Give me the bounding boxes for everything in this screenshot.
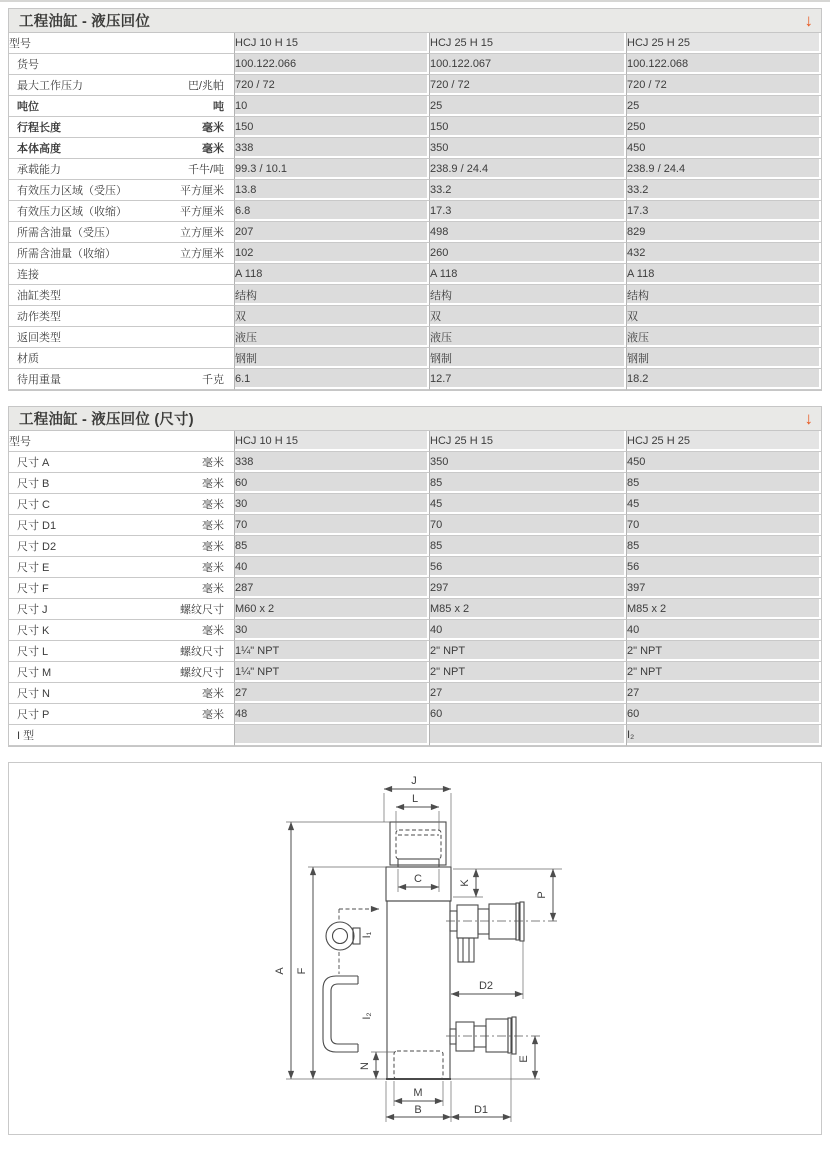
row-label-cell <box>9 117 234 138</box>
row-unit: 立方厘米 <box>180 248 224 260</box>
value-cell: M60 x 2 <box>234 599 429 620</box>
value-cell: 720 / 72 <box>626 75 821 96</box>
value-cell: 结构 <box>429 285 626 306</box>
model-name: HCJ 10 H 15 <box>234 431 429 452</box>
row-unit: 毫米 <box>202 541 224 553</box>
value-cell: 2" NPT <box>429 662 626 683</box>
row-label-cell <box>9 557 234 578</box>
value-cell: 10 <box>234 96 429 117</box>
model-name: HCJ 25 H 25 <box>626 33 821 54</box>
value-cell: 70 <box>626 515 821 536</box>
value-cell: 829 <box>626 222 821 243</box>
value-cell: 48 <box>234 704 429 725</box>
dimensions-title: 工程油缸 - 液压回位 (尺寸) <box>19 412 194 428</box>
dim-label-i1: I₁ <box>361 931 373 939</box>
row-label: 尺寸 L <box>17 646 49 658</box>
row-label-cell <box>9 201 234 222</box>
model-name: HCJ 25 H 15 <box>429 33 626 54</box>
row-label-cell <box>9 473 234 494</box>
value-cell: 338 <box>234 138 429 159</box>
row-label: 尺寸 F <box>17 583 49 595</box>
row-label: 尺寸 P <box>17 709 50 721</box>
value-cell <box>429 725 626 746</box>
value-cell: 260 <box>429 243 626 264</box>
value-cell: 70 <box>429 515 626 536</box>
row-label-cell <box>9 180 234 201</box>
value-cell: 12.7 <box>429 369 626 390</box>
row-label: 动作类型 <box>17 311 61 323</box>
value-cell: 25 <box>429 96 626 117</box>
value-cell: 85 <box>234 536 429 557</box>
value-cell: 102 <box>234 243 429 264</box>
row-label: 尺寸 E <box>17 562 50 574</box>
row-unit: 毫米 <box>202 583 224 595</box>
dim-label-p: P <box>536 891 548 899</box>
row-label: 所需含油量（受压） <box>17 227 116 239</box>
row-label-cell <box>9 578 234 599</box>
value-cell: 25 <box>626 96 821 117</box>
row-label: 材质 <box>17 353 39 365</box>
value-cell: 液压 <box>234 327 429 348</box>
value-cell: 85 <box>626 536 821 557</box>
value-cell: 450 <box>626 138 821 159</box>
table-row <box>9 54 821 75</box>
value-cell: 56 <box>429 557 626 578</box>
value-cell: 40 <box>234 557 429 578</box>
model-header-label: 型号 <box>9 431 234 452</box>
value-cell: 338 <box>234 452 429 473</box>
dim-label-d2: D2 <box>478 980 494 992</box>
model-name: HCJ 10 H 15 <box>234 33 429 54</box>
row-label: 有效压力区域（收缩） <box>17 206 127 218</box>
value-cell: 498 <box>429 222 626 243</box>
dim-label-d1: D1 <box>473 1104 489 1116</box>
value-cell: 双 <box>626 306 821 327</box>
row-label-cell <box>9 285 234 306</box>
table-row <box>9 452 821 473</box>
row-unit: 毫米 <box>202 709 224 721</box>
row-label-cell <box>9 704 234 725</box>
row-label-cell <box>9 96 234 117</box>
row-unit: 螺纹尺寸 <box>180 646 224 658</box>
row-unit: 巴/兆帕 <box>187 80 224 92</box>
value-cell: 70 <box>234 515 429 536</box>
value-cell: 2" NPT <box>626 662 821 683</box>
row-label: 尺寸 M <box>17 667 52 679</box>
row-label: 返回类型 <box>17 332 61 344</box>
row-unit: 毫米 <box>202 688 224 700</box>
row-label: 最大工作压力 <box>17 80 83 92</box>
value-cell: 2" NPT <box>429 641 626 662</box>
row-label-cell <box>9 452 234 473</box>
value-cell: M85 x 2 <box>626 599 821 620</box>
datasheet-page <box>0 2 830 1135</box>
value-cell: 150 <box>234 117 429 138</box>
table-row <box>9 138 821 159</box>
table-row <box>9 201 821 222</box>
row-label: 吨位 <box>17 101 39 113</box>
row-label-cell <box>9 159 234 180</box>
dim-label-f: F <box>296 967 308 975</box>
value-cell: 结构 <box>626 285 821 306</box>
table-row <box>9 222 821 243</box>
row-unit: 毫米 <box>202 625 224 637</box>
row-label-cell <box>9 494 234 515</box>
row-label-cell <box>9 348 234 369</box>
row-unit: 千克 <box>202 374 224 386</box>
value-cell: 40 <box>626 620 821 641</box>
value-cell <box>234 725 429 746</box>
value-cell: 结构 <box>234 285 429 306</box>
value-cell: 33.2 <box>626 180 821 201</box>
row-label: 货号 <box>17 59 39 71</box>
table-row <box>9 96 821 117</box>
row-unit: 平方厘米 <box>180 185 224 197</box>
upper-coupler-fitting <box>446 902 558 962</box>
table-row <box>9 327 821 348</box>
row-label: 有效压力区域（受压） <box>17 185 127 197</box>
dim-label-b: B <box>414 1104 422 1116</box>
row-label: 所需含油量（收缩） <box>17 248 116 260</box>
row-label-cell <box>9 243 234 264</box>
value-cell: 85 <box>429 536 626 557</box>
dimensions-title-bar <box>9 407 821 431</box>
model-name: HCJ 25 H 15 <box>429 431 626 452</box>
table-row <box>9 306 821 327</box>
table-row <box>9 704 821 725</box>
carry-handle <box>323 976 358 1052</box>
table-row <box>9 599 821 620</box>
value-cell: M85 x 2 <box>429 599 626 620</box>
dimension-diagram-panel <box>8 762 822 1135</box>
row-label-cell <box>9 138 234 159</box>
specs-section <box>8 8 822 391</box>
value-cell: 33.2 <box>429 180 626 201</box>
row-label-cell <box>9 327 234 348</box>
value-cell: 27 <box>429 683 626 704</box>
row-label: 尺寸 A <box>17 457 50 469</box>
value-cell: 1¼" NPT <box>234 641 429 662</box>
row-label-cell <box>9 515 234 536</box>
row-label-cell <box>9 683 234 704</box>
table-row <box>9 159 821 180</box>
value-cell: 432 <box>626 243 821 264</box>
value-cell: 100.122.067 <box>429 54 626 75</box>
value-cell: 720 / 72 <box>429 75 626 96</box>
row-label: 连接 <box>17 269 39 281</box>
dimensions-table <box>9 431 821 746</box>
row-label: 本体高度 <box>17 143 61 155</box>
value-cell: 27 <box>626 683 821 704</box>
dimension-lines <box>286 789 562 1122</box>
value-cell: 207 <box>234 222 429 243</box>
lower-coupler-fitting <box>446 1017 540 1054</box>
row-label-cell <box>9 662 234 683</box>
value-cell: 钢制 <box>429 348 626 369</box>
table-row <box>9 557 821 578</box>
row-unit: 毫米 <box>202 478 224 490</box>
table-row <box>9 683 821 704</box>
value-cell: 56 <box>626 557 821 578</box>
value-cell: 6.8 <box>234 201 429 222</box>
value-cell: A 118 <box>234 264 429 285</box>
value-cell: 60 <box>626 704 821 725</box>
dim-label-a: A <box>274 967 286 975</box>
dimensions-section <box>8 406 822 747</box>
model-header-label: 型号 <box>9 33 234 54</box>
table-row <box>9 620 821 641</box>
row-unit: 毫米 <box>202 122 224 134</box>
table-row <box>9 578 821 599</box>
section-down-arrow-icon[interactable]: ↓ <box>804 11 813 30</box>
value-cell: 60 <box>234 473 429 494</box>
value-cell: 40 <box>429 620 626 641</box>
row-unit: 千牛/吨 <box>187 164 224 176</box>
table-row <box>9 75 821 96</box>
row-label-cell <box>9 75 234 96</box>
dim-label-e: E <box>518 1055 530 1063</box>
table-row <box>9 180 821 201</box>
row-unit: 毫米 <box>202 457 224 469</box>
value-cell: 150 <box>429 117 626 138</box>
value-cell: 液压 <box>626 327 821 348</box>
value-cell: 238.9 / 24.4 <box>626 159 821 180</box>
dim-label-m: M <box>413 1087 423 1099</box>
dim-label-l: L <box>411 793 419 805</box>
table-row <box>9 264 821 285</box>
value-cell: 297 <box>429 578 626 599</box>
row-label: 尺寸 D2 <box>17 541 57 553</box>
row-label: 尺寸 K <box>17 625 50 637</box>
value-cell: 287 <box>234 578 429 599</box>
row-label: I 型 <box>17 730 35 742</box>
table-header-row <box>9 431 821 452</box>
value-cell: 18.2 <box>626 369 821 390</box>
row-label: 尺寸 N <box>17 688 50 700</box>
row-label: 尺寸 J <box>17 604 48 616</box>
value-cell: 350 <box>429 452 626 473</box>
row-label-cell <box>9 536 234 557</box>
table-row <box>9 243 821 264</box>
table-row <box>9 494 821 515</box>
row-unit: 平方厘米 <box>180 206 224 218</box>
cylinder-body <box>386 822 451 1079</box>
cylinder-technical-drawing <box>9 763 821 1132</box>
value-cell: A 118 <box>429 264 626 285</box>
row-label-cell <box>9 54 234 75</box>
lifting-eye <box>326 909 379 974</box>
row-unit: 吨 <box>213 101 224 113</box>
dim-label-i2: I₂ <box>361 1012 373 1020</box>
value-cell: 1¼" NPT <box>234 662 429 683</box>
value-cell: 450 <box>626 452 821 473</box>
row-label: 尺寸 D1 <box>17 520 57 532</box>
value-cell: 17.3 <box>626 201 821 222</box>
row-unit: 立方厘米 <box>180 227 224 239</box>
value-cell: 238.9 / 24.4 <box>429 159 626 180</box>
table-row <box>9 473 821 494</box>
value-cell: 45 <box>429 494 626 515</box>
value-cell: 350 <box>429 138 626 159</box>
value-cell: 30 <box>234 620 429 641</box>
value-cell: 17.3 <box>429 201 626 222</box>
value-cell: 720 / 72 <box>234 75 429 96</box>
row-label-cell <box>9 369 234 390</box>
value-cell: I₂ <box>626 725 821 746</box>
value-cell: 6.1 <box>234 369 429 390</box>
value-cell: 250 <box>626 117 821 138</box>
row-label-cell <box>9 222 234 243</box>
specs-title-bar <box>9 9 821 33</box>
value-cell: 钢制 <box>626 348 821 369</box>
row-unit: 毫米 <box>202 562 224 574</box>
value-cell: 99.3 / 10.1 <box>234 159 429 180</box>
value-cell: 85 <box>626 473 821 494</box>
row-unit: 毫米 <box>202 520 224 532</box>
row-label-cell <box>9 641 234 662</box>
value-cell: 13.8 <box>234 180 429 201</box>
row-label: 尺寸 C <box>17 499 50 511</box>
table-row <box>9 285 821 306</box>
dim-label-j: J <box>411 775 417 787</box>
row-label: 承载能力 <box>17 164 61 176</box>
row-label: 油缸类型 <box>17 290 61 302</box>
table-row <box>9 536 821 557</box>
value-cell: 100.122.068 <box>626 54 821 75</box>
value-cell: 双 <box>234 306 429 327</box>
table-header-row <box>9 33 821 54</box>
table-row <box>9 725 821 746</box>
value-cell: A 118 <box>626 264 821 285</box>
dim-label-n: N <box>359 1062 371 1070</box>
value-cell: 27 <box>234 683 429 704</box>
row-label: 行程长度 <box>17 122 61 134</box>
dim-label-k: K <box>459 879 471 887</box>
row-unit: 毫米 <box>202 143 224 155</box>
row-label: 尺寸 B <box>17 478 50 490</box>
value-cell: 钢制 <box>234 348 429 369</box>
row-unit: 螺纹尺寸 <box>180 667 224 679</box>
table-row <box>9 348 821 369</box>
row-unit: 螺纹尺寸 <box>180 604 224 616</box>
value-cell: 60 <box>429 704 626 725</box>
row-label-cell <box>9 264 234 285</box>
dimension-labels <box>274 775 548 1116</box>
section-down-arrow-icon[interactable]: ↓ <box>804 409 813 428</box>
row-label: 待用重量 <box>17 374 61 386</box>
value-cell: 100.122.066 <box>234 54 429 75</box>
table-row <box>9 117 821 138</box>
table-row <box>9 369 821 390</box>
value-cell: 85 <box>429 473 626 494</box>
value-cell: 2" NPT <box>626 641 821 662</box>
value-cell: 30 <box>234 494 429 515</box>
table-row <box>9 515 821 536</box>
row-label-cell <box>9 306 234 327</box>
specs-title: 工程油缸 - 液压回位 <box>19 14 151 30</box>
value-cell: 45 <box>626 494 821 515</box>
dim-label-c: C <box>414 873 422 885</box>
model-name: HCJ 25 H 25 <box>626 431 821 452</box>
row-label-cell <box>9 620 234 641</box>
value-cell: 液压 <box>429 327 626 348</box>
specs-table <box>9 33 821 390</box>
table-row <box>9 662 821 683</box>
row-label-cell <box>9 725 234 746</box>
table-row <box>9 641 821 662</box>
row-unit: 毫米 <box>202 499 224 511</box>
row-label-cell <box>9 599 234 620</box>
value-cell: 双 <box>429 306 626 327</box>
value-cell: 397 <box>626 578 821 599</box>
